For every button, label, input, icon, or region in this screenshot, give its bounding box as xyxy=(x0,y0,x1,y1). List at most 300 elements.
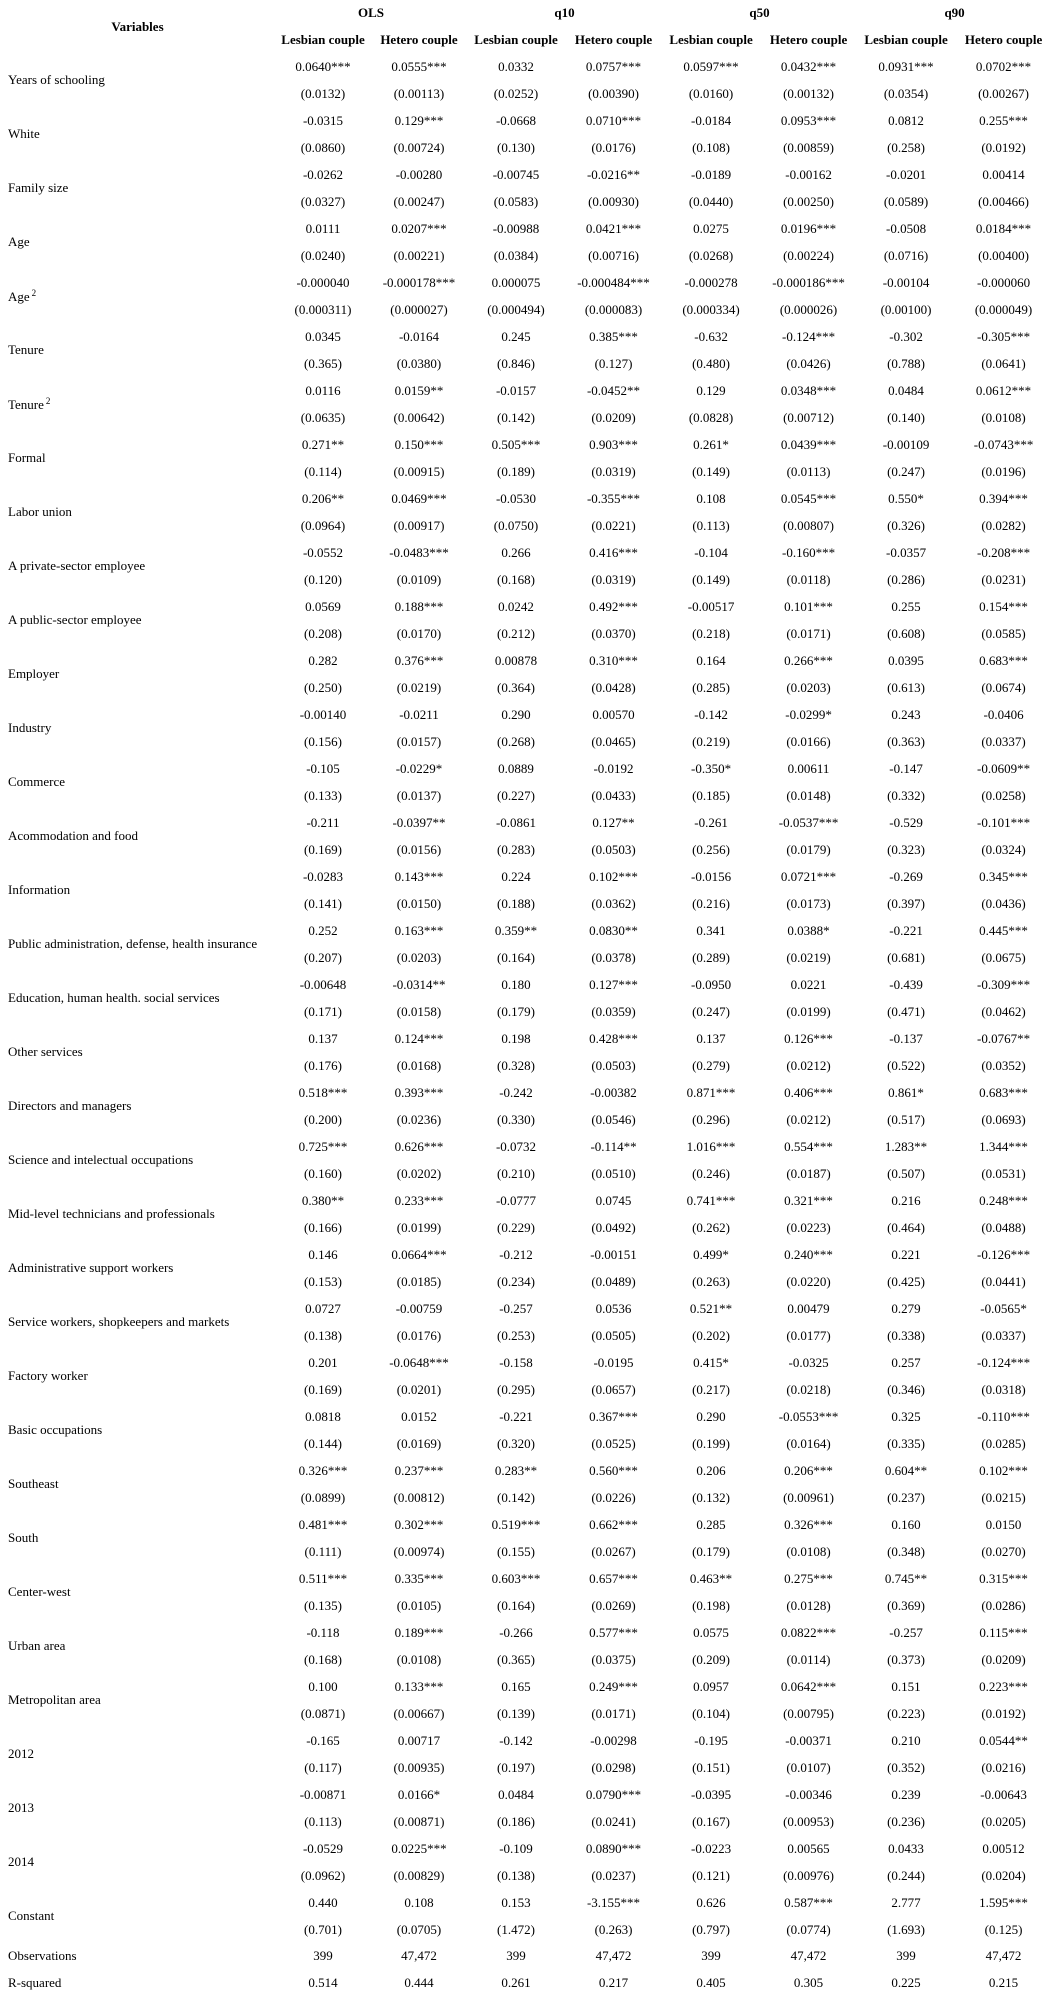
std-error-cell: (0.0108) xyxy=(786,1543,831,1559)
std-error-cell: (0.207) xyxy=(304,949,342,965)
coefficient-cell: -0.0192 xyxy=(593,760,634,776)
coefficient-cell: -0.126*** xyxy=(977,1246,1031,1262)
coefficient-cell: 0.0745 xyxy=(595,1192,632,1208)
std-error-cell: (0.471) xyxy=(887,1003,925,1019)
std-error-cell: (0.0750) xyxy=(493,517,539,533)
std-error-cell: (0.0774) xyxy=(786,1921,831,1937)
std-error-cell: (0.0252) xyxy=(493,85,539,101)
coefficient-cell: 0.210 xyxy=(891,1732,921,1748)
table-row xyxy=(0,377,1052,404)
std-error-cell: (0.00961) xyxy=(783,1489,834,1505)
coefficient-cell: 0.0484 xyxy=(888,382,924,398)
coefficient-cell: 0.603*** xyxy=(491,1570,541,1586)
table-row xyxy=(0,1403,1052,1430)
stat-value-cell: 399 xyxy=(506,1948,526,1964)
coefficient-cell: -0.257 xyxy=(499,1300,533,1316)
coefficient-cell: 1.283** xyxy=(884,1138,928,1154)
std-error-cell: (0.0380) xyxy=(396,355,442,371)
coefficient-cell: 0.321*** xyxy=(784,1192,833,1208)
std-error-cell: (0.0657) xyxy=(591,1381,636,1397)
std-error-cell: (0.185) xyxy=(692,787,730,803)
coefficient-cell: 0.0597*** xyxy=(683,58,739,74)
variable-name: 2013 xyxy=(8,1800,34,1815)
coefficient-cell: -0.0189 xyxy=(690,166,732,182)
std-error-cell: (0.0503) xyxy=(591,1057,636,1073)
variable-name-cell xyxy=(0,917,275,971)
coefficient-cell: -0.529 xyxy=(889,814,923,830)
coefficient-cell: 0.903*** xyxy=(589,436,638,452)
table-row xyxy=(0,107,1052,134)
coefficient-cell: -0.00346 xyxy=(785,1786,832,1802)
std-error-cell: (0.168) xyxy=(497,571,535,587)
coefficient-cell: 0.587*** xyxy=(784,1894,833,1910)
std-error-cell: (0.0176) xyxy=(591,139,636,155)
coefficient-cell: 0.248*** xyxy=(979,1192,1028,1208)
coefficient-cell: 0.0710*** xyxy=(585,112,642,128)
std-error-cell: (0.138) xyxy=(304,1327,342,1343)
std-error-cell: (0.00642) xyxy=(393,409,445,425)
coefficient-cell: -0.0211 xyxy=(399,706,439,722)
variable-name-cell xyxy=(0,1403,275,1457)
std-error-cell: (0.00390) xyxy=(588,85,639,101)
std-error-cell: (0.229) xyxy=(497,1219,535,1235)
coefficient-cell: -0.114** xyxy=(590,1138,637,1154)
coefficient-cell: 0.683*** xyxy=(979,652,1028,668)
table-row xyxy=(0,431,1052,458)
variable-superscript: 2 xyxy=(45,395,51,406)
std-error-cell: (0.0318) xyxy=(981,1381,1026,1397)
coefficient-cell: 0.499* xyxy=(693,1246,729,1262)
std-error-cell: (0.279) xyxy=(692,1057,730,1073)
coefficient-cell: 0.127*** xyxy=(589,976,638,992)
coefficient-cell: 0.0544** xyxy=(979,1732,1028,1748)
table-row xyxy=(0,1835,1052,1862)
table-row xyxy=(0,1565,1052,1592)
variable-name-cell xyxy=(0,971,275,1025)
coefficient-cell: 0.150*** xyxy=(394,436,444,452)
std-error-cell: (0.00221) xyxy=(393,247,445,263)
std-error-cell: (0.164) xyxy=(497,949,535,965)
std-error-cell: (0.168) xyxy=(304,1651,342,1667)
coefficient-cell: 1.016*** xyxy=(686,1138,736,1154)
subcol-header: Lesbian couple xyxy=(281,31,365,47)
coefficient-cell: 0.0484 xyxy=(498,1786,534,1802)
variable-name: Formal xyxy=(8,450,46,465)
std-error-cell: (0.00113) xyxy=(393,85,445,101)
coefficient-cell: -0.0609** xyxy=(977,760,1031,776)
std-error-cell: (0.263) xyxy=(692,1273,730,1289)
std-error-cell: (0.0286) xyxy=(981,1597,1026,1613)
coefficient-cell: -0.000484*** xyxy=(577,274,650,290)
coefficient-cell: 0.394*** xyxy=(979,490,1028,506)
coefficient-cell: 0.00570 xyxy=(592,706,635,722)
group-header-q90: q90 xyxy=(944,5,965,20)
std-error-cell: (0.0113) xyxy=(786,463,831,479)
coefficient-cell: 0.249*** xyxy=(589,1678,638,1694)
std-error-cell: (0.171) xyxy=(304,1003,342,1019)
coefficient-cell: 0.102*** xyxy=(589,868,638,884)
coefficient-cell: 0.00565 xyxy=(787,1840,830,1856)
coefficient-cell: 0.257 xyxy=(891,1354,921,1370)
coefficient-cell: -0.00371 xyxy=(785,1732,832,1748)
table-row xyxy=(0,1727,1052,1754)
coefficient-cell: 0.725*** xyxy=(298,1138,348,1154)
coefficient-cell: 0.505*** xyxy=(491,436,541,452)
std-error-cell: (0.186) xyxy=(497,1813,535,1829)
variable-name-cell xyxy=(0,1187,275,1241)
table-row xyxy=(0,1889,1052,1916)
std-error-cell: (0.397) xyxy=(887,895,925,911)
coefficient-cell: -0.0357 xyxy=(886,544,927,560)
coefficient-cell: 0.255*** xyxy=(979,112,1028,128)
coefficient-cell: -0.000186*** xyxy=(772,274,845,290)
std-error-cell: (0.0219) xyxy=(396,679,442,695)
coefficient-cell: 0.0469*** xyxy=(391,490,447,506)
coefficient-cell: -0.0201 xyxy=(886,166,927,182)
std-error-cell: (0.000311) xyxy=(294,301,352,317)
coefficient-cell: 0.198 xyxy=(501,1030,531,1046)
std-error-cell: (0.0546) xyxy=(591,1111,636,1127)
std-error-cell: (0.0109) xyxy=(396,571,442,587)
table-row xyxy=(0,215,1052,242)
group-header-q50: q50 xyxy=(749,5,770,20)
std-error-cell: (0.198) xyxy=(692,1597,730,1613)
std-error-cell: (0.0166) xyxy=(786,733,831,749)
std-error-cell: (0.0462) xyxy=(981,1003,1026,1019)
std-error-cell: (1.472) xyxy=(497,1921,535,1937)
std-error-cell: (0.0441) xyxy=(981,1273,1026,1289)
std-error-cell: (0.210) xyxy=(497,1165,535,1181)
coefficient-cell: -0.0195 xyxy=(593,1354,634,1370)
coefficient-cell: 0.554*** xyxy=(784,1138,833,1154)
coefficient-cell: 0.290 xyxy=(501,706,531,722)
variable-name: Public administration, defense, health insurance xyxy=(8,936,258,951)
variable-name-cell xyxy=(0,1619,275,1673)
coefficient-cell: 0.415* xyxy=(693,1354,729,1370)
coefficient-cell: -0.0184 xyxy=(690,112,732,128)
std-error-cell: (0.117) xyxy=(304,1759,342,1775)
coefficient-cell: 1.595*** xyxy=(979,1894,1028,1910)
coefficient-cell: 0.315*** xyxy=(979,1570,1028,1586)
std-error-cell: (0.701) xyxy=(304,1921,342,1937)
coefficient-cell: 0.0812 xyxy=(888,112,924,128)
coefficient-cell: -0.0861 xyxy=(495,814,537,830)
std-error-cell: (0.256) xyxy=(692,841,730,857)
std-error-cell: (0.0489) xyxy=(591,1273,636,1289)
std-error-cell: (1.693) xyxy=(887,1921,925,1937)
coefficient-cell: 0.163*** xyxy=(394,922,444,938)
subcol-header: Hetero couple xyxy=(380,31,458,47)
std-error-cell: (0.0258) xyxy=(981,787,1026,803)
table-row xyxy=(0,593,1052,620)
std-error-cell: (0.0107) xyxy=(786,1759,831,1775)
variable-name-cell xyxy=(0,647,275,701)
coefficient-cell: -0.0164 xyxy=(398,328,440,344)
variable-name-cell xyxy=(0,701,275,755)
coefficient-cell: 0.266 xyxy=(501,544,531,560)
coefficient-cell: 0.285 xyxy=(696,1516,726,1532)
std-error-cell: (0.208) xyxy=(304,625,342,641)
std-error-cell: (0.00724) xyxy=(393,139,445,155)
table-row xyxy=(0,1781,1052,1808)
std-error-cell: (0.0871) xyxy=(300,1705,346,1721)
std-error-cell: (0.218) xyxy=(692,625,730,641)
std-error-cell: (0.328) xyxy=(497,1057,535,1073)
coefficient-cell: 0.0721*** xyxy=(780,868,837,884)
std-error-cell: (0.0212) xyxy=(786,1057,831,1073)
std-error-cell: (0.000026) xyxy=(779,301,838,317)
coefficient-cell: -0.000178*** xyxy=(382,274,456,290)
std-error-cell: (0.788) xyxy=(887,355,925,371)
coefficient-cell: 0.577*** xyxy=(589,1624,638,1640)
std-error-cell: (0.0196) xyxy=(981,463,1026,479)
coefficient-cell: 0.481*** xyxy=(298,1516,348,1532)
coefficient-cell: 0.0822*** xyxy=(780,1624,837,1640)
std-error-cell: (0.00267) xyxy=(978,85,1030,101)
std-error-cell: (0.0675) xyxy=(981,949,1026,965)
std-error-cell: (0.160) xyxy=(304,1165,342,1181)
std-error-cell: (0.00795) xyxy=(783,1705,834,1721)
std-error-cell: (0.000049) xyxy=(974,301,1033,317)
coefficient-cell: 0.406*** xyxy=(784,1084,833,1100)
table-row xyxy=(0,701,1052,728)
std-error-cell: (0.00917) xyxy=(393,517,445,533)
coefficient-cell: 0.445*** xyxy=(979,922,1028,938)
stat-value-cell: 47,472 xyxy=(595,1948,632,1964)
coefficient-cell: 0.657*** xyxy=(589,1570,638,1586)
std-error-cell: (0.156) xyxy=(304,733,342,749)
std-error-cell: (0.0337) xyxy=(981,1327,1026,1343)
coefficient-cell: -0.00162 xyxy=(785,166,832,182)
coefficient-cell: -0.261 xyxy=(694,814,728,830)
std-error-cell: (0.797) xyxy=(692,1921,730,1937)
variable-name: Commerce xyxy=(8,774,66,789)
variable-name: Acommodation and food xyxy=(8,828,138,843)
std-error-cell: (0.0327) xyxy=(300,193,346,209)
std-error-cell: (0.176) xyxy=(304,1057,342,1073)
std-error-cell: (0.00915) xyxy=(393,463,445,479)
std-error-cell: (0.0202) xyxy=(396,1165,442,1181)
std-error-cell: (0.346) xyxy=(887,1381,925,1397)
std-error-cell: (0.199) xyxy=(692,1435,730,1451)
coefficient-cell: -0.266 xyxy=(499,1624,533,1640)
coefficient-cell: -0.195 xyxy=(694,1732,728,1748)
coefficient-cell: 0.0555*** xyxy=(391,58,447,74)
variable-name-cell xyxy=(0,1511,275,1565)
coefficient-cell: -0.109 xyxy=(499,1840,533,1856)
std-error-cell: (0.0203) xyxy=(396,949,442,965)
coefficient-cell: 0.0207*** xyxy=(391,220,447,236)
std-error-cell: (0.0426) xyxy=(786,355,831,371)
variable-name-cell xyxy=(0,1673,275,1727)
coefficient-cell: -0.00140 xyxy=(299,706,347,722)
std-error-cell: (0.135) xyxy=(304,1597,342,1613)
std-error-cell: (0.0171) xyxy=(786,625,831,641)
std-error-cell: (0.0589) xyxy=(883,193,929,209)
std-error-cell: (0.0319) xyxy=(591,571,636,587)
std-error-cell: (0.263) xyxy=(594,1921,633,1937)
std-error-cell: (0.0209) xyxy=(981,1651,1026,1667)
variable-name: Center-west xyxy=(8,1584,71,1599)
std-error-cell: (0.0157) xyxy=(396,733,442,749)
std-error-cell: (0.258) xyxy=(887,139,925,155)
coefficient-cell: 0.0150 xyxy=(985,1516,1022,1532)
coefficient-cell: -0.0229* xyxy=(395,760,443,776)
variable-name: Age xyxy=(8,288,30,304)
coefficient-cell: -0.000040 xyxy=(296,274,350,290)
table-row xyxy=(0,971,1052,998)
coefficient-cell: 0.345*** xyxy=(979,868,1028,884)
coefficient-cell: 0.440 xyxy=(308,1894,338,1910)
std-error-cell: (0.00132) xyxy=(783,85,834,101)
coefficient-cell: 0.237*** xyxy=(394,1462,444,1478)
std-error-cell: (0.0212) xyxy=(786,1111,831,1127)
table-row xyxy=(0,1295,1052,1322)
coefficient-cell: 0.0184*** xyxy=(975,220,1032,236)
variable-name-cell xyxy=(0,1079,275,1133)
variable-name-cell xyxy=(0,215,275,269)
coefficient-cell: 0.861* xyxy=(888,1084,924,1100)
table-row xyxy=(0,53,1052,80)
coefficient-cell: 0.223*** xyxy=(979,1678,1028,1694)
std-error-cell: (0.0531) xyxy=(981,1165,1026,1181)
std-error-cell: (0.000027) xyxy=(390,301,448,317)
coefficient-cell: -0.124*** xyxy=(781,328,836,344)
coefficient-cell: 0.266*** xyxy=(784,652,833,668)
coefficient-cell: 0.0166* xyxy=(397,1786,441,1802)
std-error-cell: (0.0428) xyxy=(591,679,636,695)
coefficient-cell: 0.108 xyxy=(696,490,726,506)
std-error-cell: (0.425) xyxy=(887,1273,925,1289)
coefficient-cell: 0.550* xyxy=(888,490,924,506)
table-row xyxy=(0,1511,1052,1538)
variable-name: Tenure xyxy=(8,396,44,412)
subcol-header: Lesbian couple xyxy=(669,31,753,47)
coefficient-cell: -0.142 xyxy=(694,706,728,722)
std-error-cell: (0.0171) xyxy=(591,1705,636,1721)
variable-name: Labor union xyxy=(8,504,72,519)
coefficient-cell: 0.143*** xyxy=(394,868,444,884)
std-error-cell: (0.0492) xyxy=(591,1219,636,1235)
coefficient-cell: 0.0702*** xyxy=(975,58,1032,74)
std-error-cell: (0.0465) xyxy=(591,733,636,749)
std-error-cell: (0.335) xyxy=(887,1435,925,1451)
std-error-cell: (0.139) xyxy=(497,1705,535,1721)
variable-name: 2012 xyxy=(8,1746,34,1761)
std-error-cell: (0.121) xyxy=(692,1867,730,1883)
std-error-cell: (0.0201) xyxy=(396,1381,442,1397)
std-error-cell: (0.0433) xyxy=(591,787,636,803)
std-error-cell: (0.0267) xyxy=(591,1543,636,1559)
std-error-cell: (0.0716) xyxy=(883,247,929,263)
std-error-cell: (0.0204) xyxy=(981,1867,1026,1883)
std-error-cell: (0.130) xyxy=(497,139,535,155)
coefficient-cell: -0.00298 xyxy=(590,1732,637,1748)
std-error-cell: (0.0105) xyxy=(396,1597,442,1613)
coefficient-cell: 0.325 xyxy=(891,1408,921,1424)
coefficient-cell: 0.160 xyxy=(891,1516,921,1532)
std-error-cell: (0.464) xyxy=(887,1219,925,1235)
std-error-cell: (0.167) xyxy=(692,1813,730,1829)
coefficient-cell: 0.0196*** xyxy=(780,220,837,236)
std-error-cell: (0.217) xyxy=(692,1381,730,1397)
std-error-cell: (0.140) xyxy=(887,409,925,425)
std-error-cell: (0.197) xyxy=(497,1759,535,1775)
variable-name-cell xyxy=(0,1565,275,1619)
std-error-cell: (0.223) xyxy=(887,1705,925,1721)
std-error-cell: (0.268) xyxy=(497,733,535,749)
coefficient-cell: 0.0790*** xyxy=(585,1786,642,1802)
std-error-cell: (0.0641) xyxy=(981,355,1026,371)
table-row xyxy=(0,269,1052,296)
std-error-cell: (0.200) xyxy=(304,1111,342,1127)
variable-name-cell xyxy=(0,593,275,647)
std-error-cell: (0.227) xyxy=(497,787,535,803)
std-error-cell: (0.0503) xyxy=(591,841,636,857)
std-error-cell: (0.289) xyxy=(692,949,730,965)
coefficient-cell: -0.00280 xyxy=(395,166,443,182)
coefficient-cell: 0.492*** xyxy=(589,598,638,614)
std-error-cell: (0.0635) xyxy=(300,409,346,425)
std-error-cell: (0.0488) xyxy=(981,1219,1026,1235)
coefficient-cell: -0.00648 xyxy=(299,976,347,992)
variable-name: Mid-level technicians and professionals xyxy=(8,1206,215,1221)
table-row xyxy=(0,647,1052,674)
coefficient-cell: -0.0530 xyxy=(495,490,537,506)
coefficient-cell: -0.110*** xyxy=(977,1408,1030,1424)
variable-name: Factory worker xyxy=(8,1368,88,1383)
std-error-cell: (0.0158) xyxy=(396,1003,442,1019)
coefficient-cell: 0.0931*** xyxy=(878,58,934,74)
coefficient-cell: 0.0575 xyxy=(693,1624,729,1640)
variable-name: Urban area xyxy=(8,1638,66,1653)
std-error-cell: (0.189) xyxy=(497,463,535,479)
coefficient-cell: 0.519*** xyxy=(491,1516,541,1532)
coefficient-cell: -0.350* xyxy=(690,760,732,776)
variable-name: Administrative support workers xyxy=(8,1260,174,1275)
variable-name: Science and intelectual occupations xyxy=(8,1152,194,1167)
variable-name: Directors and managers xyxy=(8,1098,132,1113)
coefficient-cell: 0.189*** xyxy=(394,1624,444,1640)
std-error-cell: (0.151) xyxy=(692,1759,730,1775)
std-error-cell: (0.0674) xyxy=(981,679,1026,695)
std-error-cell: (0.149) xyxy=(692,571,730,587)
variable-name: Basic occupations xyxy=(8,1422,103,1437)
std-error-cell: (0.0218) xyxy=(786,1381,831,1397)
coefficient-cell: 0.0433 xyxy=(888,1840,924,1856)
coefficient-cell: -0.0668 xyxy=(495,112,537,128)
stat-value-cell: 0.514 xyxy=(308,1974,338,1990)
std-error-cell: (0.480) xyxy=(692,355,730,371)
coefficient-cell: 0.326*** xyxy=(298,1462,348,1478)
coefficient-cell: 0.428*** xyxy=(589,1030,638,1046)
coefficient-cell: 0.0664*** xyxy=(391,1246,447,1262)
coefficient-cell: 0.302*** xyxy=(394,1516,444,1532)
std-error-cell: (0.0436) xyxy=(981,895,1026,911)
coefficient-cell: -0.00759 xyxy=(395,1300,443,1316)
coefficient-cell: -0.0156 xyxy=(690,868,732,884)
variable-name: Years of schooling xyxy=(8,72,105,87)
coefficient-cell: 0.0727 xyxy=(305,1300,341,1316)
variables-header: Variables xyxy=(111,18,164,34)
std-error-cell: (0.0215) xyxy=(981,1489,1026,1505)
coefficient-cell: 0.252 xyxy=(308,922,338,938)
std-error-cell: (0.244) xyxy=(887,1867,925,1883)
std-error-cell: (0.253) xyxy=(497,1327,535,1343)
coefficient-cell: 0.0332 xyxy=(498,58,534,74)
variable-name-cell xyxy=(0,107,275,161)
std-error-cell: (0.247) xyxy=(887,463,925,479)
